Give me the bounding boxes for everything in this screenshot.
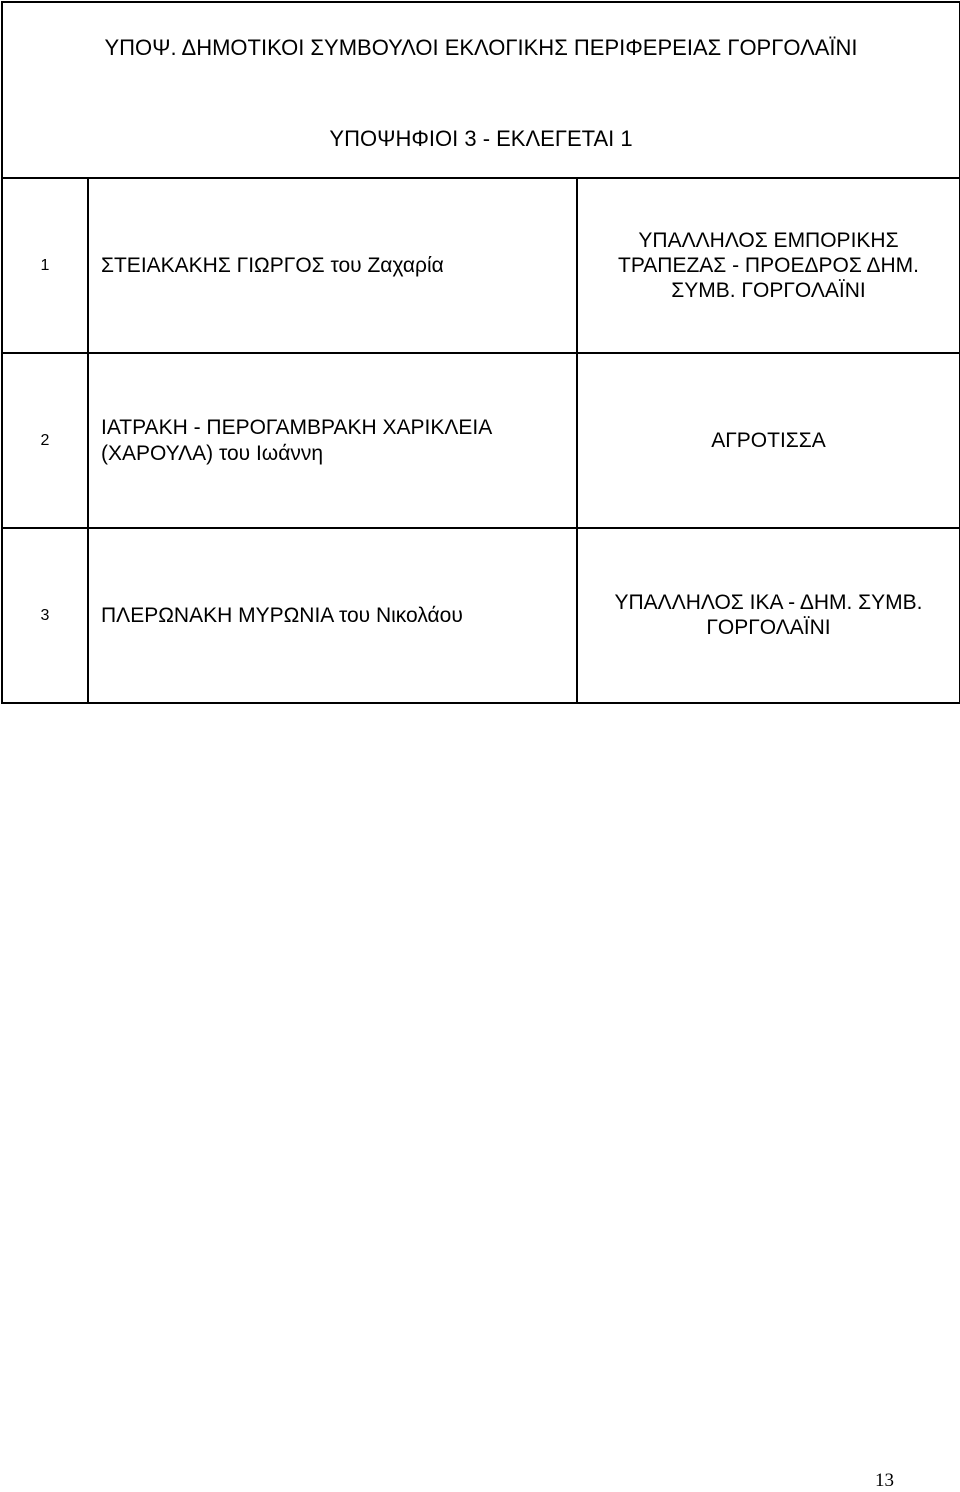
candidate-occupation: ΥΠΑΛΛΗΛΟΣ ΕΜΠΟΡΙΚΗΣ ΤΡΑΠΕΖΑΣ - ΠΡΟΕΔΡΟΣ ΔΗΜ. ΣΥΜΒ. ΓΟΡΓΟΛΑΪΝΙ [618, 229, 919, 302]
page-number: 13 [875, 1470, 894, 1491]
table-row [3, 354, 959, 529]
candidate-number: 2 [3, 354, 89, 527]
candidate-number: 3 [3, 529, 89, 702]
candidate-number: 1 [3, 179, 89, 352]
candidate-name: ΣΤΕΙΑΚΑΚΗΣ ΓΙΩΡΓΟΣ του Ζαχαρία [101, 253, 444, 277]
candidate-occupation: ΥΠΑΛΛΗΛΟΣ ΙΚΑ - ΔΗΜ. ΣΥΜΒ. ΓΟΡΓΟΛΑΪΝΙ [614, 591, 923, 639]
candidate-name-cell [89, 354, 578, 527]
table-row [3, 179, 959, 354]
table-row [3, 529, 959, 704]
table-header [3, 3, 959, 179]
candidates-table [1, 1, 960, 704]
page-title: ΥΠΟΨ. ΔΗΜΟΤΙΚΟΙ ΣΥΜΒΟΥΛΟΙ ΕΚΛΟΓΙΚΗΣ ΠΕΡΙΦΕΡΕΙΑΣ ΓΟΡΓΟΛΑΪΝΙ [104, 35, 858, 60]
candidates-summary: ΥΠΟΨΗΦΙΟΙ 3 - ΕΚΛΕΓΕΤΑΙ 1 [329, 126, 633, 151]
candidate-name-cell [89, 529, 578, 702]
candidate-name-cell [89, 179, 578, 352]
candidate-name: ΠΛΕΡΩΝΑΚΗ ΜΥΡΩΝΙΑ του Νικολάου [101, 604, 463, 627]
candidate-name: ΙΑΤΡΑΚΗ - ΠΕΡΟΓΑΜΒΡΑΚΗ ΧΑΡΙΚΛΕΙΑ (ΧΑΡΟΥΛΑ) του Ιωάννη [101, 415, 493, 465]
candidate-occupation: ΑΓΡΟΤΙΣΣΑ [711, 429, 826, 452]
